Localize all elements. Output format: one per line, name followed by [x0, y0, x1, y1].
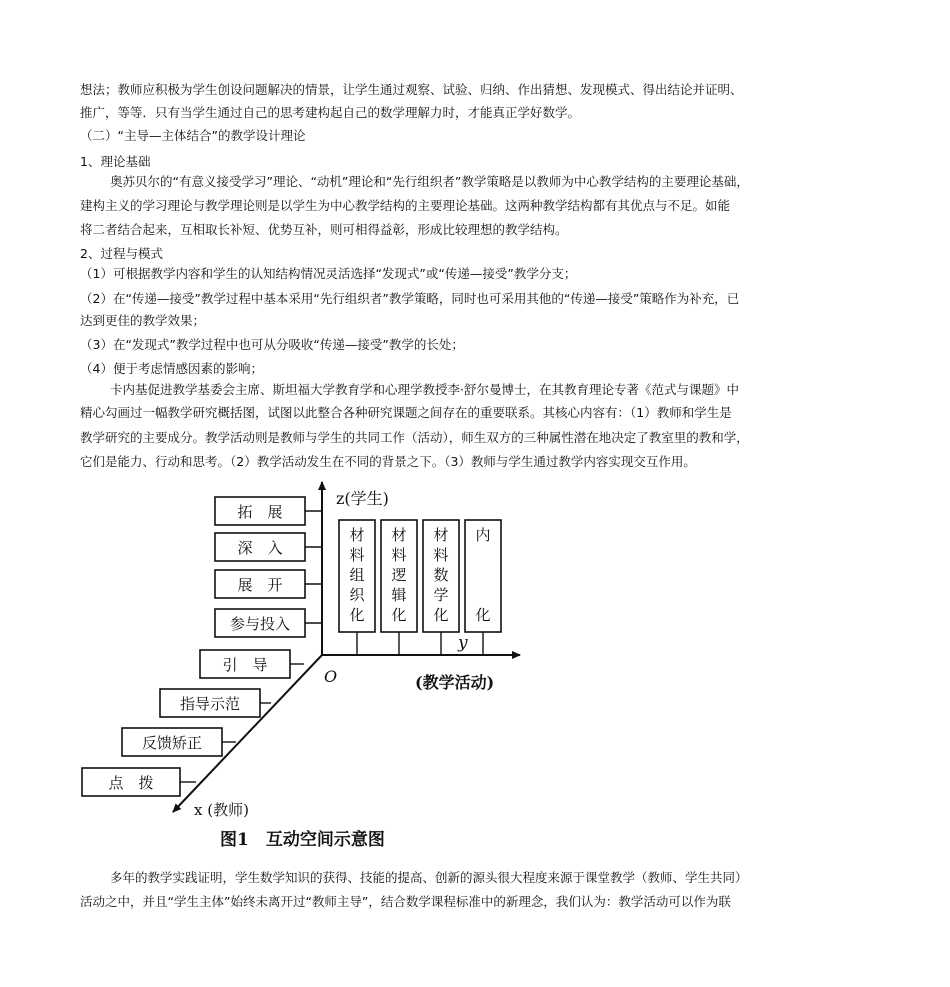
column-char: 织 — [349, 586, 365, 604]
paragraph-line: 建构主义的学习理论与教学理论则是以学生为中心教学结构的主要理论基础。这两种教学结构都有其优点与不足。如能 — [80, 198, 731, 213]
diagonal-box-label: 反馈矫正 — [141, 734, 203, 752]
x-axis-label: x (教师) — [194, 801, 249, 819]
column-char: 化 — [391, 606, 407, 624]
paragraph-line: 精心勾画过一幅教学研究概括图，试图以此整合各种研究课题之间存在的重要联系。其核心内容有：（1）教师和学生是 — [80, 405, 732, 420]
diagonal-box — [160, 689, 271, 717]
paragraph-line: 卡内基促进教学基委会主席、斯坦福大学教育学和心理学教授李·舒尔曼博士，在其教育理论专著《范式与课题》中 — [110, 382, 739, 397]
figure-caption: 图1 互动空间示意图 — [220, 830, 385, 850]
paragraph-line: 推广，等等．只有当学生通过自己的思考建构起自己的数学理解力时，才能真正学好数学。 — [80, 105, 581, 120]
column-char: 料 — [391, 546, 407, 564]
origin-label: O — [324, 667, 338, 686]
diagonal-box-label: 点 拨 — [108, 774, 154, 792]
column-char: 材 — [433, 526, 449, 544]
column-char: 内 — [475, 526, 491, 544]
paragraph-line: 将二者结合起来，互相取长补短、优势互补，则可相得益彰，形成比较理想的教学结构。 — [80, 222, 568, 237]
paragraph-line: （3）在“发现式”教学过程中也可从分吸收“传递—接受”教学的长处； — [80, 337, 464, 352]
column-group — [339, 520, 501, 655]
paragraph-line: （2）在“传递—接受”教学过程中基本采用“先行组织者”教学策略，同时也可采用其他的“传递—接受”策略作为补充，已 — [80, 291, 740, 306]
y-axis-label: y — [458, 633, 468, 653]
column-char: 料 — [349, 546, 365, 564]
column-char: 学 — [433, 586, 449, 604]
diagonal-box — [200, 650, 304, 678]
left-box-label: 展 开 — [237, 576, 283, 594]
column-char: 材 — [349, 526, 365, 544]
column-char: 化 — [349, 606, 365, 624]
paragraph-line: 1、理论基础 — [80, 154, 151, 169]
activity-column — [381, 520, 417, 655]
paragraph-line: 教学研究的主要成分。教学活动则是教师与学生的共同工作（活动），师生双方的三种属性潜在地决定了教室里的教和学， — [80, 430, 749, 445]
left-box — [215, 497, 322, 525]
paragraph-line: （4）便于考虑情感因素的影响； — [80, 361, 263, 376]
paragraph-line: 它们是能力、行动和思考。（2）教学活动发生在不同的背景之下。（3）教师与学生通过教学内容实现交互作用。 — [80, 454, 696, 469]
column-char: 数 — [433, 566, 449, 584]
column-char: 辑 — [391, 586, 407, 604]
paragraph-line: （二）“主导—主体结合”的教学设计理论 — [80, 128, 306, 143]
diagonal-box — [82, 768, 196, 796]
column-char: 材 — [391, 526, 407, 544]
column-char: 料 — [433, 546, 449, 564]
paragraph-line: 达到更佳的教学效果； — [80, 313, 206, 328]
diagonal-box-label: 指导示范 — [179, 695, 241, 713]
paragraph-line: 2、过程与模式 — [80, 246, 163, 261]
left-box — [215, 533, 322, 561]
left-box — [215, 570, 322, 598]
diagonal-box-label: 引 导 — [222, 656, 268, 674]
interaction-space-diagram — [60, 470, 620, 855]
paragraph-line: 多年的教学实践证明，学生数学知识的获得、技能的提高、创新的源头很大程度来源于课堂教学（教师、学生共同） — [110, 870, 748, 885]
paragraph-line: 想法；教师应积极为学生创设问题解决的情景，让学生通过观察、试验、归纳、作出猜想、发现模式、得出结论并证明、 — [80, 82, 743, 97]
activity-column — [339, 520, 375, 655]
diagonal-box — [122, 728, 236, 756]
column-char: 组 — [349, 566, 365, 584]
activity-column — [465, 520, 501, 655]
activity-column — [423, 520, 459, 655]
y-axis-caption: (教学活动) — [415, 673, 495, 692]
diagonal-box-group — [82, 650, 304, 796]
left-box-label: 拓 展 — [237, 503, 283, 521]
column-char: 逻 — [391, 566, 407, 584]
paragraph-line: 活动之中，并且“学生主体”始终未离开过“教师主导”，结合数学课程标准中的新理念，我们认为：教学活动可以作为联 — [80, 894, 731, 909]
z-axis-label: z(学生) — [336, 489, 389, 508]
paragraph-line: 奥苏贝尔的“有意义接受学习”理论、“动机”理论和“先行组织者”教学策略是以教师为中心教学结构的主要理论基础， — [110, 174, 749, 189]
paragraph-line: （1）可根据教学内容和学生的认知结构情况灵活选择“发现式”或“传递—接受”教学分支； — [80, 266, 577, 281]
left-box — [215, 609, 322, 637]
left-box-label: 参与投入 — [229, 615, 291, 633]
left-box-group — [215, 497, 322, 637]
column-char: 化 — [475, 606, 491, 624]
left-box-label: 深 入 — [237, 539, 283, 557]
column-char: 化 — [433, 606, 449, 624]
